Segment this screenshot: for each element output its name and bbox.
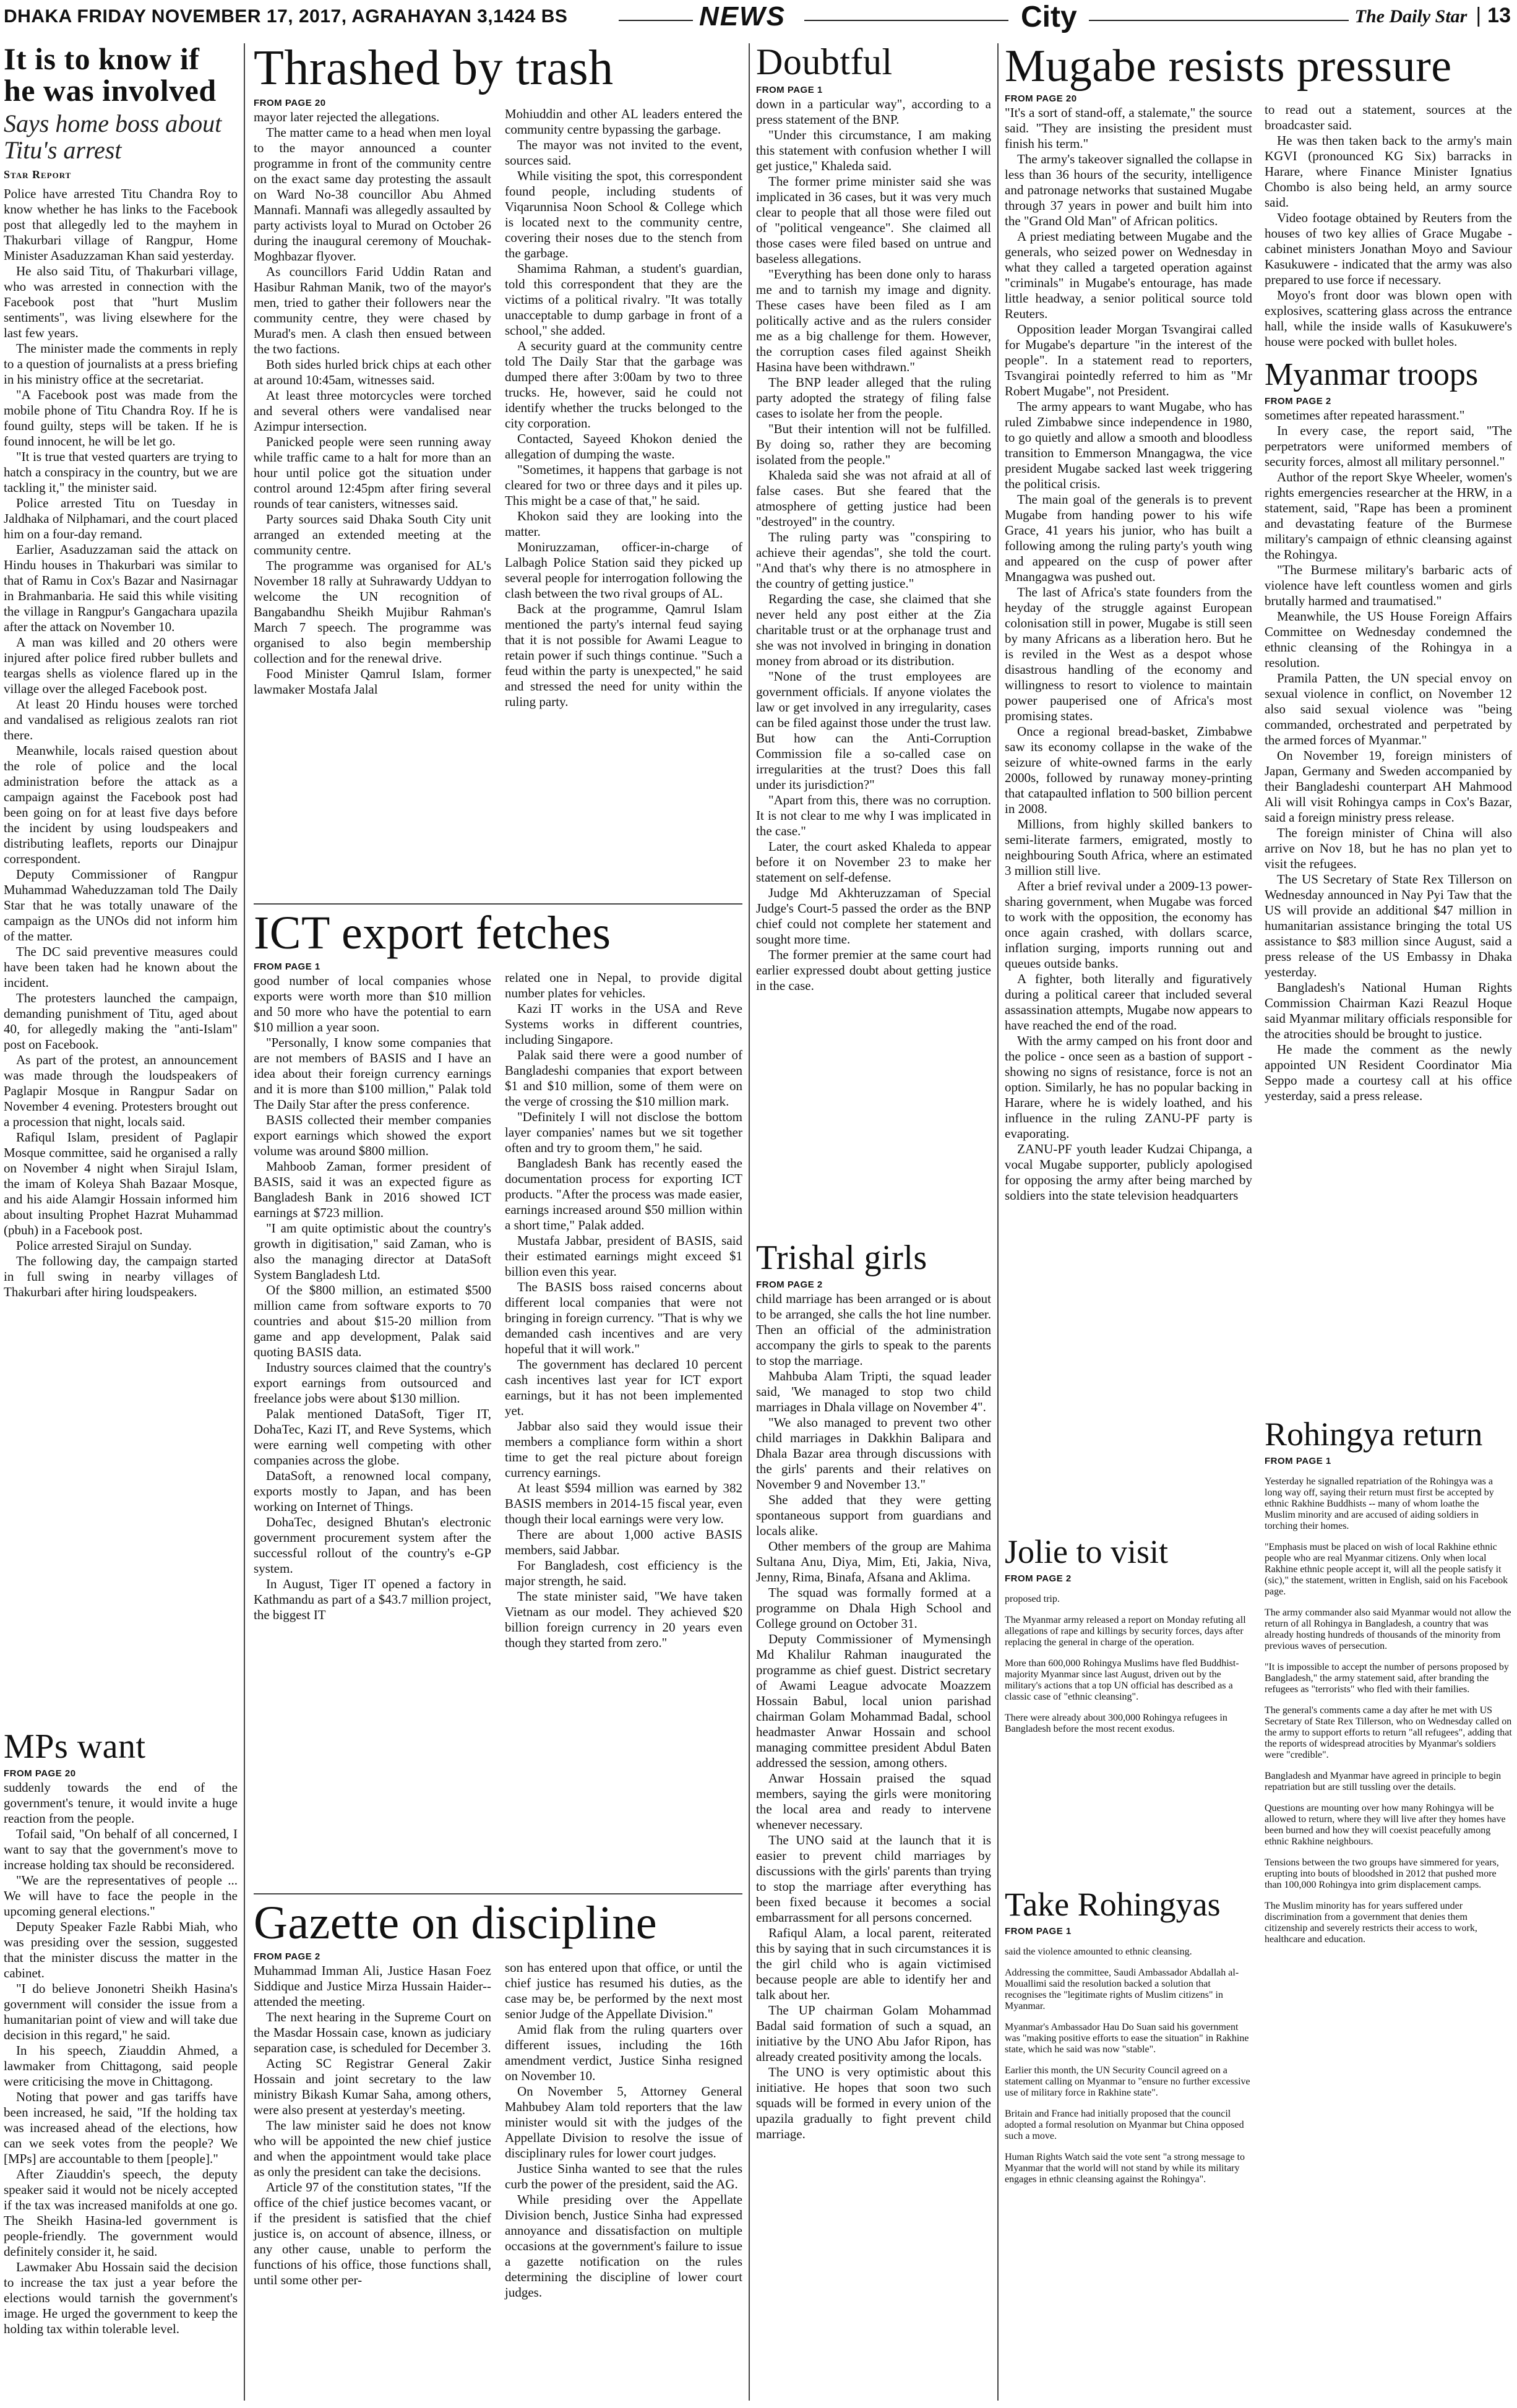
- column-body: [1005, 105, 1252, 1203]
- continuation-label: FROM PAGE 2: [254, 1951, 320, 1962]
- page-header: [0, 0, 1517, 38]
- article-paragraph: A fighter, both literally and figuratively during a political career that included several assassination attempts, Mugabe now appears to have reached the end of the road.: [1005, 971, 1252, 1033]
- article-titu: [4, 43, 238, 1300]
- article-paragraph: In his speech, Ziauddin Ahmed, a lawmaker from Chittagong, said people were criticising the move in Chittagong.: [4, 2043, 238, 2089]
- article-paragraph: At least three motorcycles were torched and several others were vandalised near Azimpur intersection.: [254, 387, 491, 434]
- article-column: [1005, 90, 1252, 1203]
- article-paragraph: Meanwhile, the US House Foreign Affairs Committee on Wednesday condemned the ethnic cleansing of the Rohingya in a resolution.: [1265, 609, 1512, 671]
- article-paragraph: There were already about 300,000 Rohingya refugees in Bangladesh before the most recent exodus.: [1005, 1712, 1227, 1734]
- article-paragraph: good number of local companies whose exports were worth more than $10 million and 50 more who have the potential to earn $10 million a year soon.: [254, 973, 491, 1034]
- article-take-rohingyas: [1005, 1887, 1252, 2195]
- article-paragraph: proposed trip.: [1005, 1593, 1060, 1604]
- subheadline: Says home boss about Titu's arrest: [4, 110, 222, 165]
- article-paragraph: son has entered upon that office, or until the chief justice has resumed his duties, as the case may be, be performed by the next most senior Judge of the Appellate Division.": [505, 1959, 742, 2021]
- article-paragraph: The state minister said, "We have taken Vietnam as our model. They achieved $20 billion foreign currency in 20 years even though they started from zero.": [505, 1588, 742, 1650]
- header-subsection: City: [1021, 1, 1077, 33]
- article-paragraph: "I am quite optimistic about the country's growth in digitisation," said Zaman, who is also the managing director at DataSoft System Bangladesh Ltd.: [254, 1220, 491, 1282]
- article-paragraph: Pramila Patten, the UN special envoy on sexual violence in conflict, on November 12 also said sexual violence was "being commanded, orchestrated and perpetrated by the armed forces of Myanmar.": [1265, 671, 1512, 748]
- article-paragraph: The squad was formally formed at a programme on Dhala High School and College ground on October 31.: [756, 1585, 991, 1632]
- article-paragraph: Party sources said Dhaka South City unit arranged an extended meeting at the community centre.: [254, 511, 491, 557]
- headline: Myanmar troops: [1265, 357, 1479, 393]
- article-paragraph: "It is impossible to accept the number of persons proposed by Bangladesh," the army statement said, after branding the refugees as "terrorists" who fled with their families.: [1265, 1661, 1509, 1695]
- article-column: [1265, 90, 1512, 1203]
- article-paragraph: Yesterday he signalled repatriation of the Rohingya was a long way off, saying their return must first be accepted by ethnic Rakhine Buddhists -- many of whom loathe the Muslim minority and are accused of aiding soldiers in torching their homes.: [1265, 1476, 1494, 1531]
- continuation-label: FROM PAGE 1: [1005, 1925, 1072, 1937]
- article-column: [254, 94, 491, 710]
- article-paragraph: Kazi IT works in the USA and Reve Systems works in different countries, including Singapore.: [505, 1000, 742, 1047]
- article-paragraph: Both sides hurled brick chips at each other at around 10:45am, witnesses said.: [254, 356, 491, 387]
- article-paragraph: Muhammad Imman Ali, Justice Hasan Foez Siddique and Justice Mirza Hussain Haider--attended the meeting.: [254, 1963, 491, 2009]
- article-paragraph: Myanmar's Ambassador Hau Do Suan said his government was "making positive efforts to ease the situation" in Rakhine state, which he said was now "stable".: [1005, 2021, 1249, 2055]
- article-paragraph: The army appears to want Mugabe, who has ruled Zimbabwe since independence in 1980, to go quietly and allow a smooth and bloodless transition to Emmerson Mnangagwa, the vice president Mugabe sacked last week triggering the political crisis.: [1005, 399, 1252, 492]
- article-paragraph: "It is true that vested quarters are trying to hatch a conspiracy in the country, but we are tackling it," the minister said.: [4, 449, 238, 496]
- article-paragraph: The main goal of the generals is to prevent Mugabe from handing power to his wife Grace, 41 years his junior, who has built a following among the ruling party's youth wing and appeared on the cusp of power after Mnangagwa was pushed out.: [1005, 492, 1252, 585]
- header-right: The Daily Star | 13: [1354, 4, 1511, 27]
- article-paragraph: related one in Nepal, to provide digital number plates for vehicles.: [505, 970, 742, 1000]
- article-paragraph: "Sometimes, it happens that garbage is not cleared for two or three days and it piles up. This might be a case of that," he said.: [505, 462, 742, 508]
- continuation-label: FROM PAGE 1: [756, 85, 823, 96]
- article-ict-export-fetches: [254, 909, 742, 1651]
- article-paragraph: Bangladesh Bank has recently eased the documentation process for exporting ICT products. "After the process was made easier, earnings increased around $50 million within a short time," Palak added.: [505, 1155, 742, 1232]
- article-paragraph: With the army camped on his front door and the police - once seen as a bastion of support - showing no signs of resistance, force is not an option. Similarly, he has no popular backing in Harare, where he is widely loathed, and his influence in the ruling ZANU-PF party is evaporating.: [1005, 1033, 1252, 1142]
- article-paragraph: "I do believe Jononetri Sheikh Hasina's government will consider the issue from a humanitarian point of view and will take due decision in this regard," he said.: [4, 1981, 238, 2043]
- article-paragraph: "It's a sort of stand-off, a stalemate," the source said. "They are insisting the president must finish his term.": [1005, 105, 1252, 152]
- article-paragraph: The government has declared 10 percent cash incentives last year for ICT export earnings, but it has not been implemented yet.: [505, 1356, 742, 1418]
- article-paragraph: "Apart from this, there was no corruption. It is not clear to me why I was implicated in the case.": [756, 793, 991, 839]
- headline: Thrashed by trash: [254, 41, 614, 95]
- article-paragraph: mayor later rejected the allegations.: [254, 109, 440, 124]
- article-paragraph: Panicked people were seen running away while traffic came to a halt for more than an hour until police got the situation under control around 12:45pm after firing several rounds of tear canisters, witnesses said.: [254, 434, 491, 511]
- article-paragraph: There are about 1,000 active BASIS members, said Jabbar.: [505, 1526, 742, 1557]
- article-paragraph: The US Secretary of State Rex Tillerson on Wednesday announced in Nay Pyi Taw that the US will provide an additional $47 million in humanitarian assistance bringing the total US assistance to $83 million since August, said a press release of the US Embassy in Dhaka yesterday.: [1265, 872, 1512, 980]
- article-paragraph: Industry sources claimed that the country's export earnings from outsourced and freelance jobs were about $130 million.: [254, 1359, 491, 1406]
- article-paragraph: The former prime minister said she was implicated in 36 cases, but it was very much clear to people that all those were filed out of "political vengeance". She claimed all those cases were filed based on untrue and baseless allegations.: [756, 174, 991, 267]
- article-paragraph: Tensions between the two groups have simmered for years, erupting into bouts of bloodshed in 2012 that pushed more than 100,000 Rohingya into grim displacement camps.: [1265, 1857, 1499, 1890]
- section-rule: [254, 1893, 742, 1894]
- article-body: [1005, 1594, 1252, 1735]
- article-paragraph: suddenly towards the end of the government's tenure, it would invite a huge reaction from the people.: [4, 1780, 238, 1826]
- article-column: [505, 958, 742, 1651]
- article-paragraph: A security guard at the community centre told The Daily Star that the garbage was dumped there after 3:00am by two to three trucks. He, however, said he could not identify whether the trucks belonged to the city corporation.: [505, 338, 742, 431]
- article-paragraph: As part of the protest, an announcement was made through the loudspeakers of Paglapir Mosque in Rangpur Sadar on November 4 evening. Protesters brought out a procession that night, locals said.: [4, 1052, 238, 1130]
- continuation-label: FROM PAGE 20: [1005, 93, 1077, 105]
- article-paragraph: Opposition leader Morgan Tsvangirai called for Mugabe's departure "in the interest of the people". In a statement read to reporters, Tsvangirai pointedly referred to him as "Mr Robert Mugabe", not President.: [1005, 322, 1252, 399]
- article-paragraph: "We also managed to prevent two other child marriages in Dakkhin Balipara and Dhala Bazar area through discussions with the girls' parents and their relatives on November 9 and November 13.": [756, 1415, 991, 1492]
- article-paragraph: Of the $800 million, an estimated $500 million came from software exports to 70 countries and about $15-20 million from game and app development, Palak said quoting BASIS data.: [254, 1282, 491, 1359]
- article-body: [4, 186, 238, 1300]
- article-paragraph: The ruling party was "conspiring to achieve their agendas", she told the court. "And that's why there is no atmosphere in the country of getting justice.": [756, 530, 991, 591]
- headline: MPs want: [4, 1727, 146, 1766]
- article-paragraph: The army commander also said Myanmar would not allow the return of all Rohingya in Bangladesh, a country that was already hosting hundreds of thousands of the minority from previous waves of persecution.: [1265, 1607, 1511, 1651]
- article-paragraph: The army's takeover signalled the collapse in less than 36 hours of the security, intelligence and patronage networks that sustained Mugabe through 37 years in power and built him into the "Grand Old Man" of African politics.: [1005, 152, 1252, 229]
- column-body: [254, 973, 491, 1623]
- article-rohingya-return: [1265, 1417, 1512, 1955]
- article-paragraph: Mahbuba Alam Tripti, the squad leader said, 'We managed to stop two child marriages in Dhala village on November 4".: [756, 1369, 991, 1415]
- article-paragraph: "The Burmese military's barbaric acts of violence have left countless women and girls brutally harmed and traumatised.": [1265, 562, 1512, 609]
- article-paragraph: Justice Sinha wanted to see that the rules curb the power of the president, said the AG.: [505, 2161, 742, 2191]
- article-paragraph: Millions, from highly skilled bankers to semi-literate farmers, emigrated, mostly to neighbouring South Africa, where an estimated 3 million still live.: [1005, 817, 1252, 879]
- header-date: DHAKA FRIDAY NOVEMBER 17, 2017, AGRAHAYAN 3,1424 BS: [4, 6, 568, 27]
- column-body: [254, 110, 491, 697]
- article-paragraph: He made the comment as the newly appointed UN Resident Coordinator Mia Seppo made a courtesy call at his office yesterday, said a press release.: [1265, 1042, 1512, 1104]
- headline: Doubtful: [756, 41, 893, 82]
- article-paragraph: "None of the trust employees are government officials. If anyone violates the law or get involved in any irregularity, cases can be filed against those under the trust law. But how can the Anti-Corruption Commission file a so-called case on irregularities at the trust? Does this fall under its jurisdiction?": [756, 669, 991, 793]
- headline: ICT export fetches: [254, 907, 611, 959]
- article-mugabe-resists-pressure: [1005, 43, 1512, 1203]
- article-paragraph: The mayor was not invited to the event, sources said.: [505, 137, 742, 168]
- article-paragraph: ZANU-PF youth leader Kudzai Chipanga, a vocal Mugabe supporter, publicly apologised for opposing the army after being marched by soldiers into the state television headquarters: [1005, 1142, 1252, 1203]
- article-paragraph: Police arrested Titu on Tuesday in Jaldhaka of Nilphamari, and the court placed him on a four-day remand.: [4, 496, 238, 542]
- headline: Rohingya return: [1265, 1416, 1483, 1453]
- article-paragraph: On November 5, Attorney General Mahbubey Alam told reporters that the law minister would sit with the judges of the Appellate Division to resolve the issue of disciplinary rules for lower court judges.: [505, 2083, 742, 2161]
- header-rule: [1089, 20, 1349, 21]
- article-paragraph: The law minister said he does not know who will be appointed the new chief justice and when the appointment would take place as only the president can take the decisions.: [254, 2117, 491, 2179]
- article-paragraph: sometimes after repeated harassment.": [1265, 408, 1465, 423]
- article-paragraph: "Emphasis must be placed on wish of local Rakhine ethnic people who are real Myanmar citizens. Only when local Rakhine ethnic people accept it, will all the people satisfy it (sic)," the statement, written in English, said on his Facebook page.: [1265, 1541, 1508, 1597]
- article-paragraph: Author of the report Skye Wheeler, women's rights emergencies researcher at the HRW, in a statement, said, "Rape has been a prominent and devastating feature of the Burmese military's campaign of ethnic cleansing against the Rohingya.: [1265, 470, 1512, 562]
- article-paragraph: Mustafa Jabbar, president of BASIS, said their estimated earnings might exceed $1 billion even this year.: [505, 1232, 742, 1279]
- article-paragraph: Jabbar also said they would issue their members a compliance form within a short time to get the real picture about foreign currency earnings.: [505, 1418, 742, 1480]
- article-paragraph: The DC said preventive measures could have been taken had he known about the incident.: [4, 944, 238, 991]
- article-thrashed-by-trash: [254, 43, 742, 710]
- article-paragraph: On November 19, foreign ministers of Japan, Germany and Sweden accompanied by their Bangladeshi counterpart AH Mahmood Ali will visit Rohingya camps in Cox's Bazar, said a foreign ministry press release.: [1265, 748, 1512, 825]
- article-paragraph: Moniruzzaman, officer-in-charge of Lalbagh Police Station said they picked up several people for interrogation following the clash between the two rival groups of AL.: [505, 539, 742, 601]
- article-paragraph: to read out a statement, sources at the broadcaster said.: [1265, 102, 1512, 133]
- column-body: [1265, 102, 1512, 350]
- article-paragraph: For Bangladesh, cost efficiency is the major strength, he said.: [505, 1557, 742, 1588]
- continuation-label: FROM PAGE 2: [1005, 1573, 1072, 1584]
- article-paragraph: Amid flak from the ruling quarters over different issues, including the 16th amendment verdict, Justice Sinha resigned on November 10.: [505, 2021, 742, 2083]
- article-paragraph: Bangladesh and Myanmar have agreed in principle to begin repatriation but are still tussling over the details.: [1265, 1770, 1502, 1792]
- article-body: [756, 97, 991, 994]
- article-paragraph: Bangladesh's National Human Rights Commission Chairman Kazi Reazul Hoque said Myanmar military officials responsible for the atrocities should be brought to justice.: [1265, 980, 1512, 1042]
- article-paragraph: Rafiqul Alam, a local parent, reiterated this by saying that in such circumstances it is the girl child who is again victimised because people are able to identify her and talk about her.: [756, 1925, 991, 2003]
- headline: Gazette on discipline: [254, 1897, 658, 1949]
- header-section: NEWS: [699, 1, 786, 32]
- header-rule: [619, 20, 693, 21]
- article-paragraph: While presiding over the Appellate Division bench, Justice Sinha had expressed annoyance and dissatisfaction on multiple occasions at the government's failure to issue a gazette notification on the rules determining the discipline of lower court judges.: [505, 2191, 742, 2300]
- article-paragraph: Khaleda said she was not afraid at all of false cases. But she feared that the atmosphere of getting justice had been "destroyed" in the country.: [756, 468, 991, 530]
- article-paragraph: A priest mediating between Mugabe and the generals, who seized power on Wednesday in what they called a targeted operation against "criminals" in Mugabe's entourage, has made little headway, a senior political source told Reuters.: [1005, 229, 1252, 322]
- article-body: [1265, 408, 1512, 1104]
- article-paragraph: The protesters launched the campaign, demanding punishment of Titu, aged about 40, for allegedly making the "anti-Islam" post on Facebook.: [4, 991, 238, 1052]
- continuation-label: FROM PAGE 2: [1265, 396, 1331, 407]
- article-body: [1005, 1946, 1252, 2185]
- article-paragraph: said the violence amounted to ethnic cleansing.: [1005, 1946, 1192, 1957]
- article-paragraph: BASIS collected their member companies export earnings which showed the export volume was around $800 million.: [254, 1112, 491, 1158]
- article-paragraph: In August, Tiger IT opened a factory in Kathmandu as part of a $43.7 million project, the biggest IT: [254, 1576, 491, 1622]
- article-body: [1265, 1476, 1512, 1945]
- article-paragraph: Regarding the case, she claimed that she never held any post either at the Zia charitable trust or at the orphanage trust and she was not involved in bringing in donation money from abroad or its distribution.: [756, 591, 991, 669]
- article-paragraph: Once a regional bread-basket, Zimbabwe saw its economy collapse in the wake of the seizure of white-owned farms in the early 2000s, followed by runaway money-printing that catapaulted inflation to 500 billion percent in 2008.: [1005, 724, 1252, 817]
- article-paragraph: Back at the programme, Qamrul Islam mentioned the party's internal feud saying that it is not possible for Awami League to retain power if such things continue. "Such a feud within the party is unexpected," he said and stressed the need for unity within the ruling party.: [505, 601, 742, 709]
- headline: It is to know if he was involved: [4, 41, 217, 108]
- article-paragraph: child marriage has been arranged or is about to be arranged, she calls the hot line number. Then an official of the administration accompany the girls to speak to the parents to stop the marriage.: [756, 1291, 991, 1369]
- article-paragraph: He also said Titu, of Thakurbari village, who was arrested in connection with the Facebook post that "hurt Muslim sentiments", was living elsewhere for the last few years.: [4, 264, 238, 341]
- article-paragraph: Palak said there were a good number of Bangladeshi companies that export between $1 and $10 million, some of them were on the verge of crossing the $10 million mark.: [505, 1047, 742, 1109]
- article-paragraph: In every case, the report said, "The perpetrators were uniformed members of security forces, almost all military personnel.": [1265, 423, 1512, 470]
- article-paragraph: The general's comments came a day after he met with US Secretary of State Rex Tillerson, who on Wednesday called on the army to support efforts to return "all refugees", adding that the reports of widespread atrocities by Myanmar's soldiers were "credible".: [1265, 1705, 1512, 1760]
- column-divider: [244, 43, 245, 2401]
- article-paragraph: Palak mentioned DataSoft, Tiger IT, DohaTec, Kazi IT, and Reve Systems, which were earning well competing with other companies across the globe.: [254, 1406, 491, 1468]
- article-paragraph: "A Facebook post was made from the mobile phone of Titu Chandra Roy. If he is found guilty, steps will be taken. If he is found innocent, he will be let go.: [4, 387, 238, 449]
- article-paragraph: Earlier this month, the UN Security Council agreed on a statement calling on Myanmar to "ensure no further excessive use of military force in Rakhine state".: [1005, 2065, 1250, 2098]
- article-paragraph: A man was killed and 20 others were injured after police fired rubber bullets and teargas shells as violence flared up in the village over the alleged Facebook post.: [4, 635, 238, 697]
- article-paragraph: DataSoft, a renowned local company, exports mostly to Japan, and has been working on Internet of Things.: [254, 1468, 491, 1514]
- article-paragraph: Noting that power and gas tariffs have been increased, he said, "If the holding tax was increased ahead of the elections, how can we seek votes from the people? We [MPs] are accountable to them [people].": [4, 2089, 238, 2167]
- article-paragraph: Police have arrested Titu Chandra Roy to know whether he has links to the Facebook post that allegedly led to the mayhem in Thakurbari village of Rangpur, Home Minister Asaduzzaman Khan said yesterday.: [4, 186, 238, 264]
- article-paragraph: "Everything has been done only to harass me and to tarnish my image and dignity. These cases have been filed as I am politically active and as the rulers consider me as a big challenge for them. However, the corruption cases filed against Sheikh Hasina have been withdrawn.": [756, 267, 991, 375]
- article-paragraph: Khokon said they are looking into the matter.: [505, 508, 742, 539]
- article-paragraph: Lawmaker Abu Hossain said the decision to increase the tax just a year before the elections would tarnish the government's image. He urged the government to keep the holding tax within tolerable level.: [4, 2260, 238, 2337]
- article-column: [505, 94, 742, 710]
- article-paragraph: down in a particular way", according to a press statement of the BNP.: [756, 97, 991, 127]
- column-body: [254, 1963, 491, 2288]
- article-paragraph: Human Rights Watch said the vote sent "a strong message to Myanmar that the world will not stand by while its military engages in ethnic cleansing against the Rohingya".: [1005, 2151, 1245, 2185]
- article-gazette-on-discipline: [254, 1899, 742, 2300]
- article-paragraph: At least $594 million was earned by 382 BASIS members in 2014-15 fiscal year, even though their local earnings were very low.: [505, 1480, 742, 1526]
- header-rule: [804, 20, 1008, 21]
- article-paragraph: The last of Africa's state founders from the heyday of the struggle against European colonisation still in power, Mugabe is still seen by many Africans as a liberation hero. But he is reviled in the West as a despot whose disastrous handling of the economy and willingness to resort to violence to maintain power pauperised one of Africa's most promising states.: [1005, 585, 1252, 724]
- headline: Mugabe resists pressure: [1005, 41, 1452, 92]
- article-paragraph: "But their intention will not be fulfilled. By doing so, rather they are becoming isolated from the people.": [756, 421, 991, 468]
- article-paragraph: Shamima Rahman, a student's guardian, told this correspondent that they are the victims of a political rivalry. "It was totally unacceptable to dump garbage in front of a school," she added.: [505, 260, 742, 338]
- continuation-label: FROM PAGE 2: [756, 1279, 823, 1291]
- article-paragraph: He was then taken back to the army's main KGVI (pronounced KG Six) barracks in Harare, where Finance Minister Ignatius Chombo is also being held, an army source said.: [1265, 133, 1512, 210]
- article-paragraph: "We are the representatives of people ... We will have to face the people in the upcoming general elections.": [4, 1873, 238, 1919]
- article-paragraph: The UNO is very optimistic about this initiative. He hopes that soon two such squads will be formed in every union of the upazila gradually to fight prevent child marriage.: [756, 2065, 991, 2142]
- article-mps-want: [4, 1729, 238, 2337]
- article-paragraph: The Muslim minority has for years suffered under discrimination from a government that denies them citizenship and severely restricts their access to work, healthcare and education.: [1265, 1900, 1477, 1945]
- article-paragraph: The UP chairman Golam Mohammad Badal said formation of such a squad, an initiative by the UNO Abu Jafor Ripon, has already created positivity among the locals.: [756, 2003, 991, 2065]
- article-paragraph: Mohiuddin and other AL leaders entered the community centre bypassing the garbage.: [505, 106, 742, 137]
- article-paragraph: "Under this circumstance, I am making this statement with confusion whether I will get justice," Khaleda said.: [756, 127, 991, 174]
- article-paragraph: The following day, the campaign started in full swing in nearby villages of Thakurbari after hiring loudspeakers.: [4, 1253, 238, 1300]
- article-paragraph: Deputy Commissioner of Mymensingh Md Khalilur Rahman inaugurated the programme as chief guest. District secretary of Awami League advocate Moazzem Hossain Babul, local union parishad chairman Golam Mohammad Badal, school headmaster Anwar Hossain and school managing committee president Abdul Baten addressed the session, among others.: [756, 1632, 991, 1771]
- article-paragraph: After a brief revival under a 2009-13 power-sharing government, when Mugabe was forced to work with the opposition, the economy has once again crashed, with dollars scarce, inflation surging, imports running out and queues outside banks.: [1005, 879, 1252, 971]
- article-paragraph: Anwar Hossain praised the squad members, saying the girls were monitoring the local area and ready to intervene whenever necessary.: [756, 1771, 991, 1833]
- article-paragraph: As councillors Farid Uddin Ratan and Hasibur Rahman Manik, two of the mayor's men, tried to gather their followers near the community centre, they were chased by Murad's men. A clash then ensued between the two factions.: [254, 264, 491, 356]
- article-column: [505, 1948, 742, 2300]
- headline: Take Rohingyas: [1005, 1886, 1221, 1923]
- article-paragraph: More than 600,000 Rohingya Muslims have fled Buddhist-majority Myanmar since last August, driven out by the military's actions that a top UN official has described as a classic case of "ethnic cleansing".: [1005, 1658, 1239, 1702]
- article-doubtful: [756, 43, 991, 994]
- article-paragraph: Rafiqul Islam, president of Paglapir Mosque committee, said he organised a rally on November 4 night when Sirajul Islam, the imam of Koleya Shah Bazaar Mosque, and his aide Alamgir Hossain informed him about insulting Prophet Hazrat Muhammad (pbuh) in a Facebook post.: [4, 1130, 238, 1238]
- article-paragraph: Mahboob Zaman, former president of BASIS, said it was an expected figure as Bangladesh Bank in 2016 showed ICT earnings at $723 million.: [254, 1158, 491, 1220]
- article-paragraph: After Ziauddin's speech, the deputy speaker said it would not be nicely accepted if the tax was increased manifolds at one go. The Sheikh Hasina-led government is people-friendly. The government would definitely consider it, he said.: [4, 2167, 238, 2260]
- article-myanmar-troops: [1265, 358, 1512, 1104]
- article-paragraph: Deputy Commissioner of Rangpur Muhammad Waheduzzaman told The Daily Star that he was totally unaware of the campaign as the UNOs did not inform him of the matter.: [4, 867, 238, 944]
- article-paragraph: "Personally, I know some companies that are not members of BASIS and I have an idea about their foreign currency earnings and it is more than $100 million," Palak told The Daily Star after the press conference.: [254, 1034, 491, 1112]
- continuation-label: FROM PAGE 20: [254, 97, 326, 108]
- column-divider: [997, 43, 999, 2401]
- article-paragraph: The UNO said at the launch that it is easier to prevent child marriages by discussions with the girls' parents than trying to stop the marriage after everything has been fixed because it becomes a social embarrassment for all persons concerned.: [756, 1833, 991, 1925]
- article-paragraph: Deputy Speaker Fazle Rabbi Miah, who was presiding over the session, suggested that the minister discuss the matter in the cabinet.: [4, 1919, 238, 1981]
- article-paragraph: Addressing the committee, Saudi Ambassador Abdallah al-Mouallimi said the resolution backed a solution that recognises the "legitimate rights of Muslim citizens" in Myanmar.: [1005, 1967, 1239, 2011]
- article-trishal-girls: [756, 1241, 991, 2142]
- article-paragraph: "Definitely I will not disclose the bottom layer companies' names but we sit together often and try to groom them," he said.: [505, 1109, 742, 1155]
- page-number: 13: [1487, 4, 1511, 27]
- column-divider: [749, 43, 750, 2401]
- article-paragraph: Video footage obtained by Reuters from the houses of two key allies of Grace Mugabe - cabinet ministers Jonathan Moyo and Saviour Kasukuwere - indicated that the army was also prepared to use force if necessary.: [1265, 210, 1512, 288]
- article-body: [756, 1291, 991, 2142]
- article-paragraph: Questions are mounting over how many Rohingya will be allowed to return, where they will live after they homes have been burned and how they will coexist peacefully among ethnic Rakhine neighbours.: [1265, 1802, 1506, 1847]
- article-paragraph: DohaTec, designed Bhutan's electronic government procurement system after the successful rollout of the country's e-GP system.: [254, 1514, 491, 1576]
- article-paragraph: The former premier at the same court had earlier expressed doubt about getting justice in the case.: [756, 947, 991, 994]
- article-paragraph: Earlier, Asaduzzaman said the attack on Hindu houses in Thakurbari was similar to that of Ramu in Cox's Bazar and Nasirnagar in Brahmanbaria. He said this while visiting the village in Rangpur's Gangachara upazila after the attack on November 10.: [4, 542, 238, 635]
- headline: Jolie to visit: [1005, 1533, 1169, 1570]
- article-column: [254, 1948, 491, 2300]
- article-paragraph: Other members of the group are Mahima Sultana Anu, Diya, Mim, Eti, Jakia, Niva, Jenny, Rima, Binafa, Afsana and Aklima.: [756, 1539, 991, 1585]
- masthead-logo: The Daily Star: [1354, 6, 1468, 27]
- article-paragraph: The programme was organised for AL's November 18 rally at Suhrawardy Uddyan to welcome the UN recognition of Bangabandhu Sheikh Mujibur Rahman's March 7 speech. The programme was organised to also begin membership collection and for the renewal drive.: [254, 557, 491, 666]
- headline: Trishal girls: [756, 1239, 927, 1277]
- article-paragraph: The Myanmar army released a report on Monday refuting all allegations of rape and killings by security forces, days after replacing the general in charge of the operation.: [1005, 1614, 1246, 1648]
- article-paragraph: The matter came to a head when men loyal to the mayor announced a counter programme in front of the community centre on the exact same day protesting the assault on Ward No-38 councillor Abu Ahmed Mannafi. Mannafi was allegedly assaulted by party activists loyal to Murad on October 26 during the inaugural ceremony of Mouchak-Moghbazar flyover.: [254, 124, 491, 264]
- article-paragraph: Article 97 of the constitution states, "If the office of the chief justice becomes vacant, or if the president is satisfied that the chief justice is, on account of absence, illness, or any other cause, unable to perform the functions of his office, those functions shall, until some other per-: [254, 2179, 491, 2287]
- article-paragraph: Food Minister Qamrul Islam, former lawmaker Mostafa Jalal: [254, 666, 491, 697]
- section-rule: [254, 903, 742, 905]
- continuation-label: FROM PAGE 1: [1265, 1455, 1331, 1466]
- article-paragraph: The BASIS boss raised concerns about different local companies that were not bringing in foreign currency. "That is why we demanded cash incentives and are very hopeful that it will work.": [505, 1279, 742, 1356]
- byline: Star Report: [4, 168, 72, 181]
- article-paragraph: The next hearing in the Supreme Court on the Masdar Hossain case, known as judiciary separation case, is scheduled for December 3.: [254, 2009, 491, 2055]
- article-paragraph: Moyo's front door was blown open with explosives, scattering glass across the entrance hall, while the inside walls of Kasukuwere's house were pocked with bullet holes.: [1265, 288, 1512, 350]
- article-jolie-to-visit: [1005, 1534, 1252, 1745]
- article-paragraph: Police arrested Sirajul on Sunday.: [16, 1238, 192, 1253]
- article-paragraph: The BNP leader alleged that the ruling party adopted the strategy of filing false cases to isolate her from the people.: [756, 375, 991, 421]
- continuation-label: FROM PAGE 20: [4, 1768, 76, 1779]
- article-paragraph: Acting SC Registrar General Zakir Hossain and joint secretary to the law ministry Bikash Kumar Saha, among others, were also present at yesterday's meeting.: [254, 2055, 491, 2117]
- article-paragraph: Meanwhile, locals raised question about the role of police and the local administration before the attack as a campaign against the Facebook post had been going on for at least five days before the incident by using loudspeakers and distributing leaflets, reports our Dinajpur correspondent.: [4, 743, 238, 867]
- continuation-label: FROM PAGE 1: [254, 961, 320, 972]
- article-paragraph: She added that they were getting spontaneous support from guardians and locals alike.: [756, 1492, 991, 1539]
- article-paragraph: Britain and France had initially proposed that the council adopted a formal resolution on Myanmar but China opposed such a move.: [1005, 2108, 1244, 2141]
- article-paragraph: Judge Md Akhteruzzaman of Special Judge's Court-5 passed the order as the BNP chief could not complete her statement and sought more time.: [756, 885, 991, 947]
- article-body: [4, 1780, 238, 2337]
- article-paragraph: Later, the court asked Khaleda to appear before it on November 23 to make her statement on self-defense.: [756, 839, 991, 885]
- article-column: [254, 958, 491, 1651]
- article-paragraph: At least 20 Hindu houses were torched and vandalised as religious zealots ran riot there.: [4, 697, 238, 743]
- article-paragraph: While visiting the spot, this correspondent found people, including students of Viqarunnisa Noon School & College which is located next to the community centre, covering their noses due to the stench from the garbage.: [505, 168, 742, 260]
- article-paragraph: The foreign minister of China will also arrive on Nov 18, but he has no plan yet to visit the refugees.: [1265, 825, 1512, 872]
- article-paragraph: The minister made the comments in reply to a question of journalists at a press briefing in his ministry office at the secretariat.: [4, 341, 238, 387]
- article-paragraph: Contacted, Sayeed Khokon denied the allegation of dumping the waste.: [505, 431, 742, 462]
- article-paragraph: Tofail said, "On behalf of all concerned, I want to say that the government's move to increase holding tax should be reconsidered.: [4, 1826, 238, 1873]
